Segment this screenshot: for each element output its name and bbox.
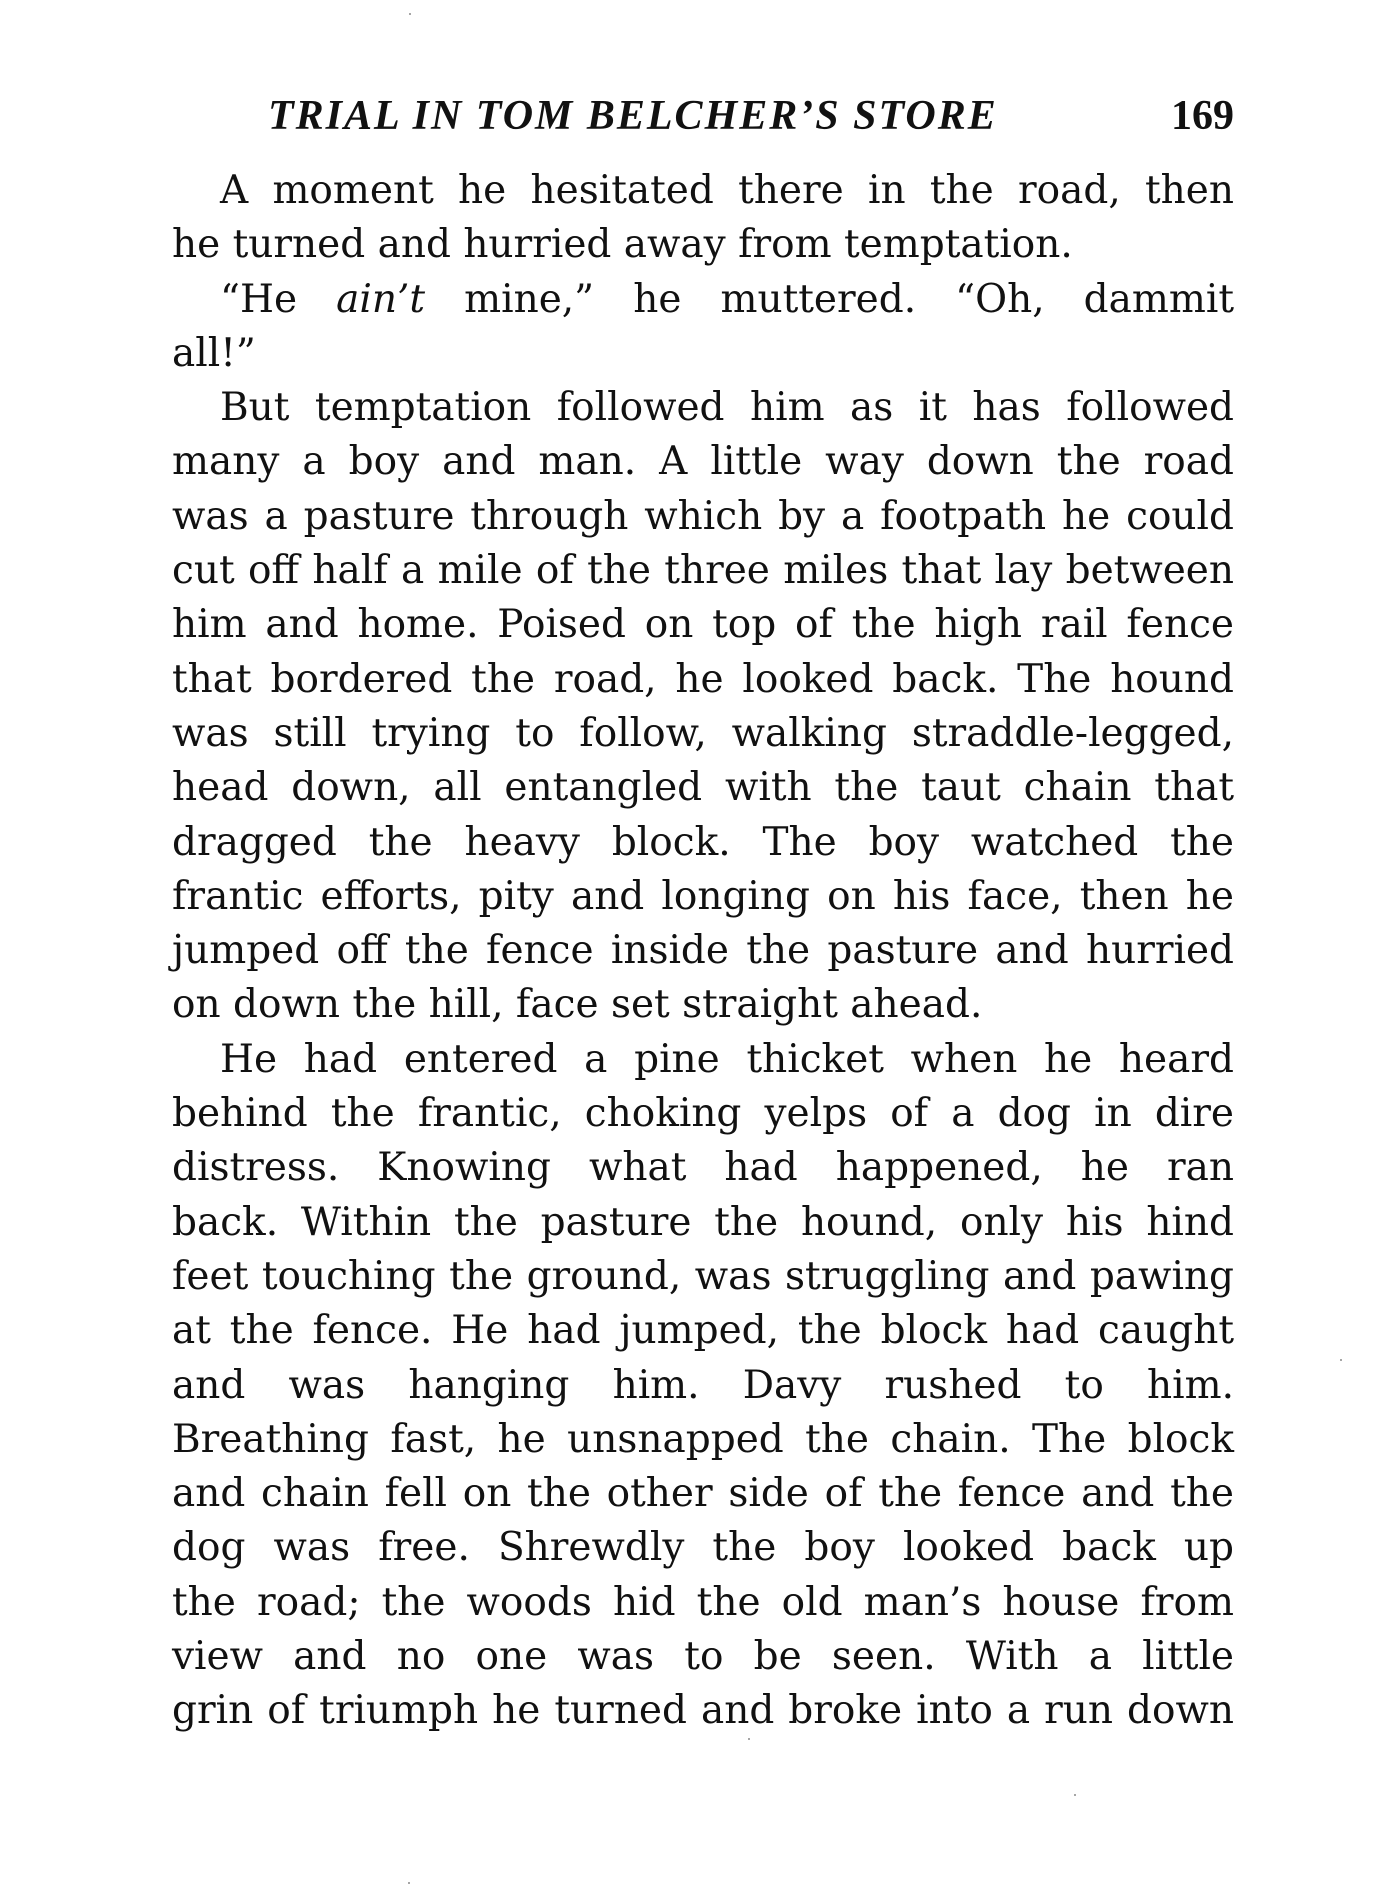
- paper-speck: [408, 1882, 410, 1884]
- text-line: was a pasture through which by a footpath he could: [172, 493, 1234, 539]
- text-line: back. Within the pasture the hound, only his hind: [172, 1199, 1234, 1245]
- text-line: he turned and hurried away from temptation.: [172, 222, 1073, 268]
- paper-speck: [1340, 1359, 1342, 1361]
- text-line: the road; the woods hid the old man’s house from: [172, 1579, 1234, 1625]
- text-line: He had entered a pine thicket when he heard: [220, 1036, 1234, 1082]
- text-line: was still trying to follow, walking straddle-legged,: [172, 710, 1234, 756]
- text-line: But temptation followed him as it has followed: [220, 385, 1234, 431]
- text-line: grin of triumph he turned and broke into a run down: [172, 1688, 1234, 1734]
- text-line: at the fence. He had jumped, the block had caught: [172, 1308, 1234, 1354]
- text-line: head down, all entangled with the taut chain that: [172, 765, 1234, 811]
- text-line: all!”: [172, 330, 256, 376]
- paper-speck: [409, 13, 411, 15]
- text-line: him and home. Poised on top of the high rail fence: [172, 602, 1234, 648]
- text-line: on down the hill, face set straight ahead.: [172, 982, 983, 1028]
- text-line: and was hanging him. Davy rushed to him.: [172, 1362, 1234, 1408]
- text-segment: “He: [220, 276, 337, 322]
- text-line: and chain fell on the other side of the fence and the: [172, 1471, 1234, 1517]
- text-line: behind the frantic, choking yelps of a dog in dire: [172, 1091, 1234, 1137]
- text-line: feet touching the ground, was struggling and pawing: [172, 1253, 1234, 1299]
- text-line: A moment he hesitated there in the road, then: [220, 168, 1234, 213]
- text-line: frantic efforts, pity and longing on his face, then he: [172, 873, 1234, 919]
- body-text: [172, 164, 1234, 1739]
- running-header: [172, 88, 1234, 144]
- text-line: jumped off the fence inside the pasture and hurried: [172, 928, 1234, 974]
- text-line: dragged the heavy block. The boy watched the: [172, 819, 1234, 865]
- text-line: view and no one was to be seen. With a little: [172, 1634, 1234, 1680]
- text-line: Breathing fast, he unsnapped the chain. The block: [172, 1416, 1234, 1462]
- text-line: dog was free. Shrewdly the boy looked back up: [172, 1525, 1234, 1571]
- text-line: many a boy and man. A little way down the road: [172, 439, 1234, 485]
- text-line: that bordered the road, he looked back. The hound: [172, 656, 1234, 702]
- paper-speck: [748, 1738, 750, 1740]
- text-line: [172, 273, 1234, 327]
- running-head-title: TRIAL IN TOM BELCHER’S STORE: [268, 93, 998, 139]
- paper-speck: [1074, 1794, 1076, 1796]
- text-line: cut off half a mile of the three miles that lay between: [172, 548, 1234, 594]
- page-number: 169: [1171, 93, 1234, 139]
- italic-emphasis: ain’t: [336, 276, 426, 322]
- text-line: distress. Knowing what had happened, he ran: [172, 1145, 1234, 1191]
- text-segment: mine,” he muttered. “Oh, dammit: [425, 276, 1235, 322]
